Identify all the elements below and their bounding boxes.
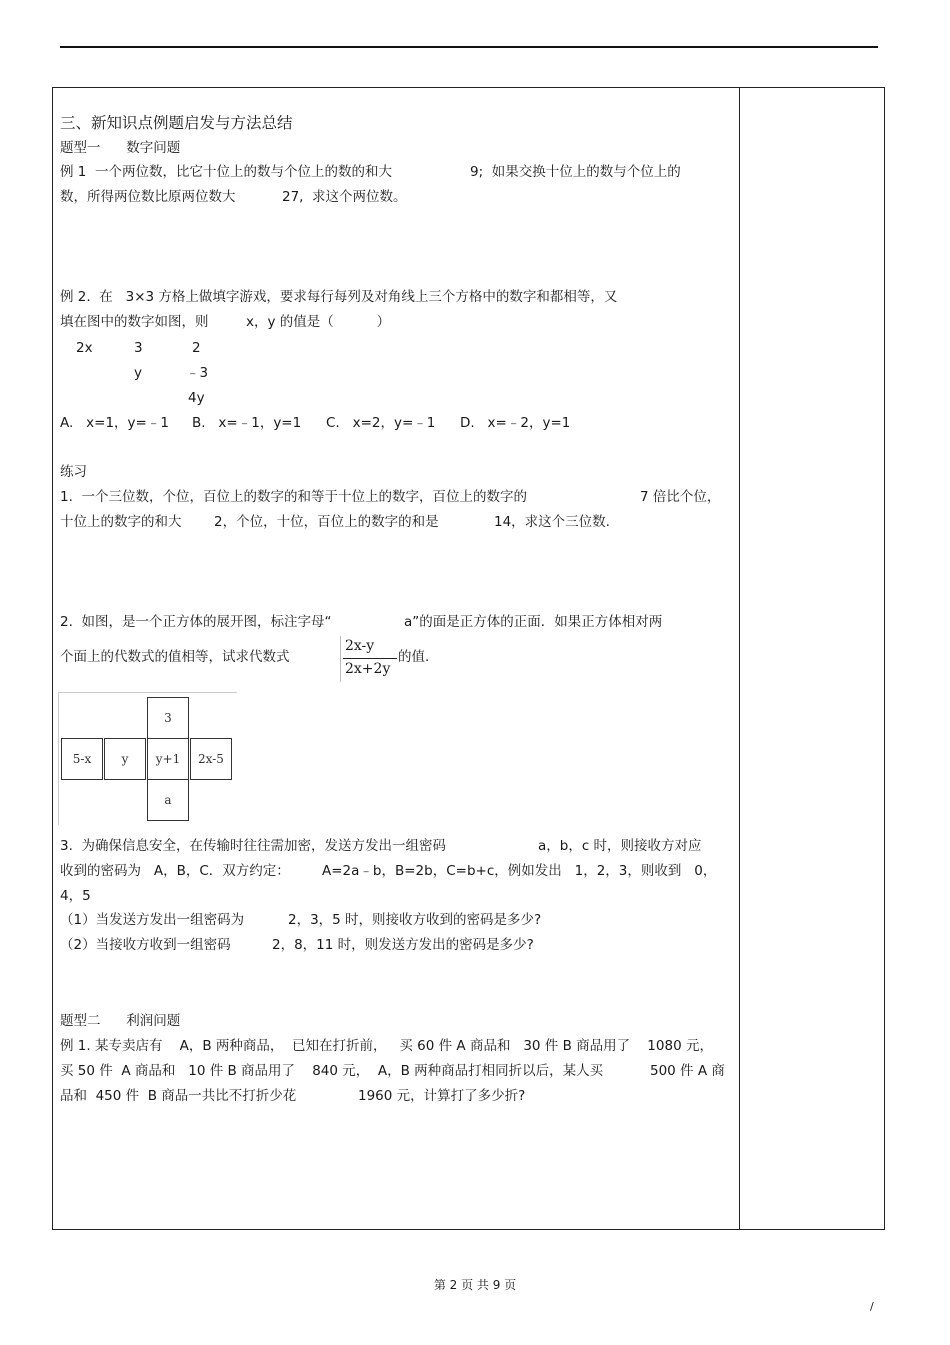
practice-title: 练习 [60, 464, 87, 480]
ex1-line1b: 9; 如果交换十位上的数与个位上的 [470, 164, 681, 180]
type2-title: 题型二 利润问题 [60, 1013, 181, 1029]
net-face-2: y [104, 738, 146, 780]
ex1-line1a: 例 1 一个两位数，比它十位上的数与个位上的数的和大 [60, 164, 392, 180]
fraction-denominator: 2x+2y [345, 661, 391, 677]
p3-q1a: （1）当发送方发出一组密码为 [60, 912, 245, 928]
p2-line1a: 2. 如图，是一个正方体的展开图，标注字母“ [60, 614, 332, 630]
grid-r2c3: ﹣3 [186, 365, 209, 381]
ex2-line2b: x，y 的值是（ ） [246, 314, 391, 330]
p1-line1a: 1. 一个三位数，个位，百位上的数字的和等于十位上的数字，百位上的数字的 [60, 489, 527, 505]
option-d: D. x=﹣2，y=1 [460, 415, 571, 431]
cube-net-figure [58, 692, 237, 825]
column-divider [739, 87, 740, 1230]
type2-line2a: 买 50 件 A 商品和 10 件 B 商品用了 840 元， A，B 两种商品打相同折以后，某人买 [60, 1063, 604, 1079]
section-heading: 三、新知识点例题启发与方法总结 [60, 114, 293, 132]
p3-q2b: 2，8，11 时，则发送方发出的密码是多少? [272, 937, 534, 953]
ex1-line2a: 数，所得两位数比原两位数大 [60, 189, 236, 205]
ex1-line2b: 27, 求这个两位数。 [282, 189, 407, 205]
option-b: B. x=﹣1，y=1 [192, 415, 302, 431]
grid-r2c2: y [134, 365, 142, 381]
ex2-line1: 例 2. 在 3×3 方格上做填字游戏，要求每行每列及对角线上三个方格中的数字和都相等，又 [60, 289, 618, 305]
option-a: A. x=1，y=﹣1 [60, 415, 169, 431]
p1-line2b: 2，个位，十位，百位上的数字的和是 [214, 514, 439, 530]
ex2-line2a: 填在图中的数字如图，则 [60, 314, 209, 330]
page-number: 第 2 页 共 9 页 [433, 1278, 517, 1292]
type2-line1: 例 1. 某专卖店有 A，B 两种商品， 已知在打折前， 买 60 件 A 商品和 30 件 B 商品用了 1080 元， [60, 1038, 713, 1054]
p2-line2b: 的值. [398, 649, 430, 665]
type2-line3b: 1960 元，计算打了多少折? [358, 1088, 526, 1104]
fraction-expression [340, 636, 399, 682]
type2-line2b: 500 件 A 商 [650, 1063, 725, 1079]
p3-line2a: 收到的密码为 A，B，C．双方约定： [60, 863, 290, 879]
type2-line3a: 品和 450 件 B 商品一共比不打折少花 [60, 1088, 297, 1104]
net-face-3: y+1 [147, 738, 189, 780]
p3-line1a: 3. 为确保信息安全，在传输时往往需加密，发送方发出一组密码 [60, 838, 446, 854]
p2-line2a: 个面上的代数式的值相等，试求代数式 [60, 649, 290, 665]
p3-line1b: a，b，c 时，则接收方对应 [538, 838, 702, 854]
p2-line1b: a”的面是正方体的正面．如果正方体相对两 [404, 614, 663, 630]
fraction-bar [343, 658, 397, 659]
footer-mark: / [870, 1300, 874, 1313]
option-c: C. x=2，y=﹣1 [326, 415, 436, 431]
p3-line3: 4，5 [60, 888, 91, 904]
net-face-bottom: a [147, 779, 189, 821]
grid-r1c2: 3 [134, 340, 143, 356]
grid-r3c3: 4y [188, 390, 205, 406]
p3-line2b: A=2a﹣b，B=2b，C=b+c，例如发出 1，2，3，则收到 0， [322, 863, 717, 879]
grid-r1c3: 2 [192, 340, 201, 356]
grid-r1c1: 2x [76, 340, 93, 356]
p3-q1b: 2，3，5 时，则接收方收到的密码是多少? [288, 912, 542, 928]
type1-title: 题型一 数字问题 [60, 140, 181, 156]
net-face-1: 5-x [61, 738, 103, 780]
fraction-numerator: 2x-y [345, 638, 375, 654]
p1-line2c: 14，求这个三位数. [494, 514, 610, 530]
net-face-4: 2x-5 [190, 738, 232, 780]
net-face-top: 3 [147, 697, 189, 739]
top-rule [60, 46, 878, 48]
p3-q2a: （2）当接收方收到一组密码 [60, 937, 231, 953]
p1-line2a: 十位上的数字的和大 [60, 514, 182, 530]
p1-line1b: 7 倍比个位， [640, 489, 721, 505]
